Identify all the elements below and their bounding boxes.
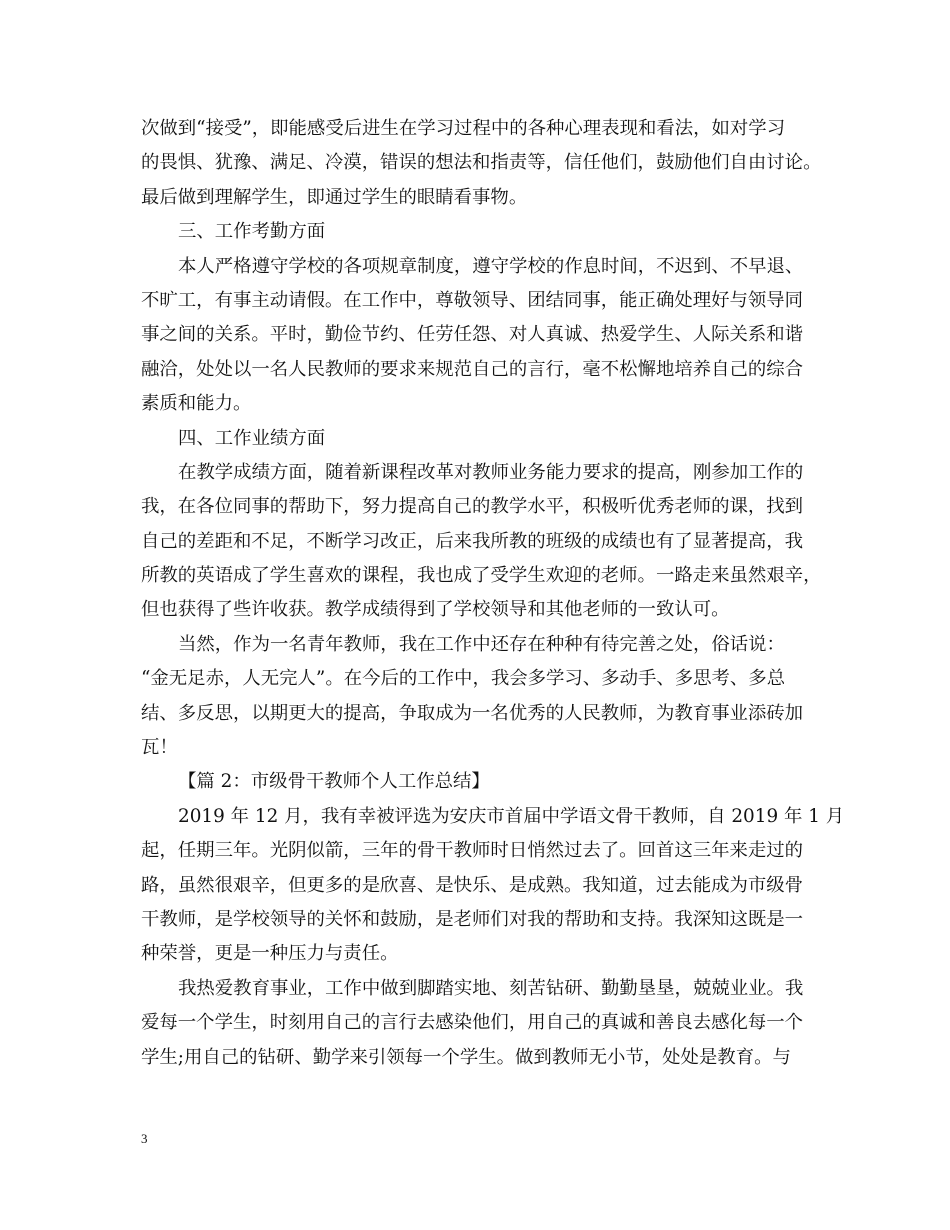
body-text [141, 112, 845, 1075]
text-line: 所教的英语成了学生喜欢的课程，我也成了受学生欢迎的老师。一路走来虽然艰辛， [141, 565, 822, 587]
text-line: 当然，作为一名青年教师，我在工作中还存在种种有待完善之处，俗话说： [178, 633, 785, 655]
text-line: 在教学成绩方面，随着新课程改革对教师业务能力要求的提高，刚参加工作的 [178, 461, 804, 483]
text-line: 干教师，是学校领导的关怀和鼓励，是老师们对我的帮助和支持。我深知这既是一 [141, 908, 804, 930]
text-line: 路，虽然很艰辛，但更多的是欣喜、是快乐、是成熟。我知道，过去能成为市级骨 [141, 874, 804, 896]
text-line: 的畏惧、犹豫、满足、冷漠，错误的想法和指责等，信任他们，鼓励他们自由讨论。 [141, 152, 822, 174]
text-line: 最后做到理解学生，即通过学生的眼睛看事物。 [141, 186, 528, 208]
page-number: 3 [141, 1131, 148, 1146]
section-heading: 三、工作考勤方面 [178, 221, 326, 243]
section-heading: 四、工作业绩方面 [178, 427, 326, 449]
text-line: 我热爱教育事业，工作中做到脚踏实地、刻苦钻研、勤勤垦垦，兢兢业业。我 [178, 977, 804, 999]
text-line: 学生;用自己的钻研、勤学来引领每一个学生。做到教师无小节，处处是教育。与 [141, 1046, 791, 1068]
text-line: 2019 年 12 月，我有幸被评选为安庆市首届中学语文骨干教师，自 2019 年 1 月 [178, 805, 845, 827]
text-line: 我，在各位同事的帮助下，努力提高自己的教学水平，积极听优秀老师的课，找到 [141, 496, 804, 518]
text-line: 种荣誉，更是一种压力与责任。 [141, 943, 399, 965]
text-line: 事之间的关系。平时，勤俭节约、任劳任怨、对人真诚、热爱学生、人际关系和谐 [141, 324, 804, 346]
text-line: 次做到“接受”，即能感受后进生在学习过程中的各种心理表现和看法，如对学习 [141, 118, 786, 139]
text-line: “金无足赤，人无完人”。在今后的工作中，我会多学习、多动手、多思考、多总 [141, 668, 786, 690]
text-line: 本人严格遵守学校的各项规章制度，遵守学校的作息时间，不迟到、不早退、 [178, 255, 804, 277]
text-line: 瓦！ [141, 737, 178, 759]
text-line: 自己的差距和不足，不断学习改正，后来我所教的班级的成绩也有了显著提高，我 [141, 530, 804, 552]
text-line: 融洽，处处以一名人民教师的要求来规范自己的言行，毫不松懈地培养自己的综合 [141, 358, 804, 380]
text-line: 但也获得了些许收获。教学成绩得到了学校领导和其他老师的一致认可。 [141, 599, 730, 621]
text-line: 素质和能力。 [141, 393, 252, 415]
article-title: 【篇 2：市级骨干教师个人工作总结】 [178, 771, 490, 793]
text-line: 结、多反思，以期更大的提高，争取成为一名优秀的人民教师，为教育事业添砖加 [141, 702, 804, 724]
text-line: 不旷工，有事主动请假。在工作中，尊敬领导、团结同事，能正确处理好与领导同 [141, 289, 804, 311]
text-line: 爱每一个学生，时刻用自己的言行去感染他们，用自己的真诚和善良去感化每一个 [141, 1012, 804, 1034]
text-line: 起，任期三年。光阴似箭，三年的骨干教师时日悄然过去了。回首这三年来走过的 [141, 840, 804, 862]
